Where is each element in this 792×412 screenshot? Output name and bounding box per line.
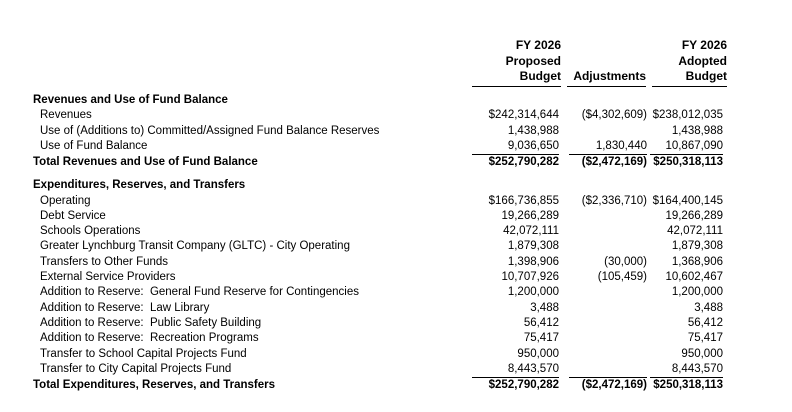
adjustments-value: (105,459): [597, 271, 647, 283]
row-label: Use of (Additions to) Committed/Assigned Fund Balance Reserves: [40, 124, 380, 137]
row-label: Addition to Reserve: Public Safety Building: [40, 316, 262, 329]
row-label: Addition to Reserve: Law Library: [40, 301, 210, 314]
header-rule-proposed: [472, 86, 561, 87]
adopted-value: 19,266,289: [665, 209, 723, 222]
row-label: Transfers to Other Funds: [40, 255, 169, 268]
header-adopted-line: Adopted: [678, 53, 727, 68]
proposed-total: $252,790,282: [488, 156, 559, 168]
table-row: [0, 270, 792, 285]
table-row: [0, 209, 792, 224]
row-label: Debt Service: [40, 209, 106, 222]
section-title: Revenues and Use of Fund Balance: [33, 94, 228, 106]
table-row: [0, 331, 792, 346]
proposed-value: 42,072,111: [503, 225, 559, 238]
row-label: External Service Providers: [40, 271, 176, 283]
adjustments-total: ($2,472,169): [581, 379, 647, 391]
table-row: [0, 316, 792, 331]
row-label: Use of Fund Balance: [40, 140, 148, 152]
adopted-value: 75,417: [687, 332, 723, 345]
row-label: Addition to Reserve: Recreation Programs: [40, 332, 259, 345]
proposed-value: 10,707,926: [501, 271, 559, 283]
proposed-value: 950,000: [517, 347, 559, 360]
table-row: [0, 347, 792, 362]
proposed-value: 3,488: [530, 301, 559, 314]
table-row: [0, 194, 792, 209]
total-row-revenues: [0, 155, 792, 170]
row-label: Operating: [40, 194, 91, 207]
section-title: Expenditures, Reserves, and Transfers: [33, 179, 246, 191]
adopted-value: 1,368,906: [671, 255, 723, 268]
proposed-value: $242,314,644: [488, 109, 559, 121]
row-label: Greater Lynchburg Transit Company (GLTC) - City Operating: [40, 240, 350, 253]
adopted-value: $238,012,035: [652, 109, 723, 121]
header-adopted-line: Budget: [685, 69, 727, 83]
adopted-value: 56,412: [687, 316, 723, 329]
table-row: [0, 108, 792, 123]
header-adjustments-line: Adjustments: [573, 69, 646, 83]
adjustments-value: ($2,336,710): [581, 194, 647, 207]
proposed-value: 1,879,308: [507, 240, 559, 253]
proposed-value: 1,438,988: [507, 124, 559, 137]
total-row-expenditures: [0, 378, 792, 393]
proposed-value: 56,412: [523, 316, 559, 329]
adopted-total: $250,318,113: [653, 156, 723, 168]
adopted-value: 3,488: [694, 301, 723, 314]
row-label: Schools Operations: [40, 225, 141, 238]
section-heading-revenues: [0, 93, 792, 108]
adopted-total: $250,318,113: [653, 379, 723, 391]
table-row: [0, 285, 792, 300]
proposed-total: $252,790,282: [488, 379, 559, 391]
table-row: [0, 239, 792, 254]
adopted-value: $164,400,145: [652, 194, 723, 207]
adjustments-value: (30,000): [604, 255, 647, 268]
table-row: [0, 124, 792, 139]
header-adjustments: [566, 69, 646, 85]
adopted-value: 10,867,090: [665, 140, 723, 152]
proposed-value: 75,417: [523, 332, 559, 345]
adjustments-total: ($2,472,169): [581, 156, 647, 168]
table-row: [0, 255, 792, 270]
adjustments-value: 1,830,440: [595, 140, 647, 152]
header-adopted-line: FY 2026: [681, 38, 727, 52]
proposed-value: 1,200,000: [507, 286, 559, 299]
header-proposed-line: Proposed: [505, 53, 561, 68]
adopted-value: 42,072,111: [667, 225, 723, 238]
header-proposed-line: FY 2026: [515, 38, 561, 52]
header-proposed-budget: [470, 38, 561, 85]
header-rule-adopted: [652, 86, 727, 87]
adopted-value: 10,602,467: [665, 271, 723, 283]
adjustments-value: ($4,302,609): [581, 109, 647, 121]
proposed-value: 19,266,289: [501, 209, 559, 222]
proposed-value: 8,443,570: [507, 362, 559, 375]
adopted-value: 1,438,988: [671, 124, 723, 137]
row-label: Addition to Reserve: General Fund Reserve for Contingencies: [40, 286, 359, 299]
header-proposed-line: Budget: [519, 69, 561, 83]
total-label: Total Revenues and Use of Fund Balance: [33, 156, 258, 168]
adopted-value: 950,000: [681, 347, 723, 360]
total-label: Total Expenditures, Reserves, and Transfers: [33, 379, 276, 391]
table-row: [0, 224, 792, 239]
adopted-value: 1,200,000: [671, 286, 723, 299]
row-label: Revenues: [40, 109, 92, 121]
header-adopted-budget: [648, 38, 727, 85]
adopted-value: 8,443,570: [671, 362, 723, 375]
header-rule-adjustments: [567, 86, 646, 87]
proposed-value: 9,036,650: [507, 140, 559, 152]
section-heading-expenditures: [0, 178, 792, 193]
table-row: [0, 301, 792, 316]
adopted-value: 1,879,308: [671, 240, 723, 253]
proposed-value: $166,736,855: [488, 194, 559, 207]
row-label: Transfer to School Capital Projects Fund: [40, 347, 247, 360]
proposed-value: 1,398,906: [507, 255, 559, 268]
table-row: [0, 139, 792, 154]
row-label: Transfer to City Capital Projects Fund: [40, 362, 232, 375]
table-row: [0, 362, 792, 377]
